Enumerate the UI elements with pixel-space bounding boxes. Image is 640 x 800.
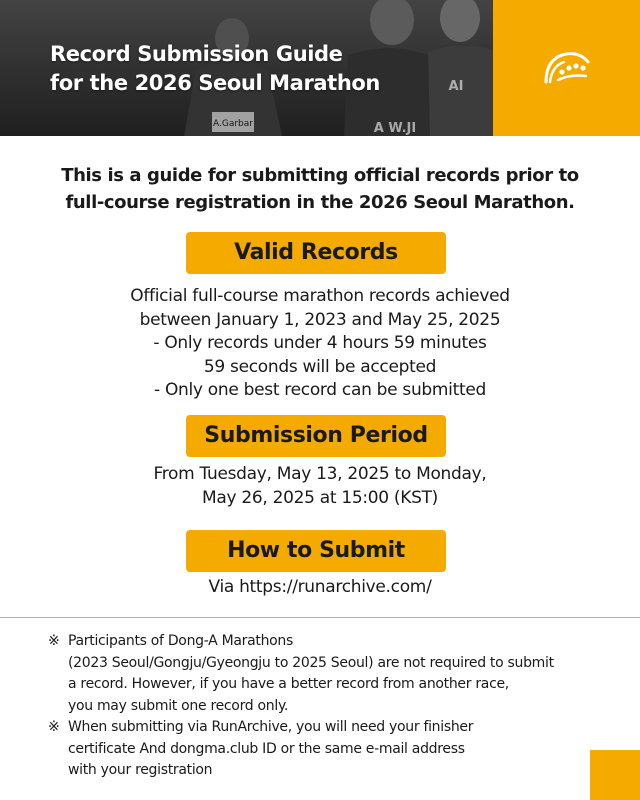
valid-records-heading: Valid Records xyxy=(186,232,446,274)
reference-mark-icon: ※ xyxy=(48,633,60,649)
header-banner xyxy=(0,0,640,136)
page-title-line-2: for the 2026 Seoul Marathon xyxy=(50,71,380,95)
note-line: you may submit one record only. xyxy=(68,697,289,714)
runarchive-link[interactable]: Via https://runarchive.com/ xyxy=(208,577,432,597)
section-divider xyxy=(0,617,640,618)
page-title xyxy=(50,40,380,98)
note-item xyxy=(48,631,618,717)
submission-period-heading: Submission Period xyxy=(186,415,446,457)
note-text xyxy=(68,717,473,782)
valid-records-line-1: Official full-course marathon records achieved xyxy=(130,286,510,306)
reference-mark-icon: ※ xyxy=(48,719,60,735)
note-item xyxy=(48,717,618,782)
intro-text xyxy=(0,162,640,216)
how-to-submit-text xyxy=(0,576,640,600)
note-line: certificate And dongma.club ID or the same e-mail address xyxy=(68,740,465,757)
dong-a-marathon-logo-icon xyxy=(540,48,592,88)
valid-records-text xyxy=(0,285,640,403)
submission-period-text xyxy=(0,463,640,510)
page-title-line-1: Record Submission Guide xyxy=(50,42,343,66)
submission-period-line-1: From Tuesday, May 13, 2025 to Monday, xyxy=(153,464,487,484)
note-line: Participants of Dong-A Marathons xyxy=(68,633,293,649)
intro-line-1: This is a guide for submitting official records prior to xyxy=(61,165,579,186)
submission-period-line-2: May 26, 2025 at 15:00 (KST) xyxy=(201,487,439,508)
valid-records-line-3: - Only records under 4 hours 59 minutes xyxy=(153,333,487,353)
note-text xyxy=(68,631,554,717)
note-line: with your registration xyxy=(68,762,213,778)
note-line: (2023 Seoul/Gongju/Gyeongju to 2025 Seoul) are not required to submit xyxy=(68,654,554,671)
valid-records-line-5: - Only one best record can be submitted xyxy=(154,380,486,400)
valid-records-line-2: between January 1, 2023 and May 25, 2025 xyxy=(139,309,501,330)
note-line: When submitting via RunArchive, you will need your finisher xyxy=(68,719,474,735)
valid-records-line-4: 59 seconds will be accepted xyxy=(203,356,437,377)
notes-section xyxy=(48,631,618,782)
corner-accent-block xyxy=(590,750,640,800)
intro-line-2: full-course registration in the 2026 Seoul Marathon. xyxy=(65,192,575,213)
note-line: a record. However, if you have a better record from another race, xyxy=(68,676,509,692)
how-to-submit-heading: How to Submit xyxy=(186,530,446,572)
